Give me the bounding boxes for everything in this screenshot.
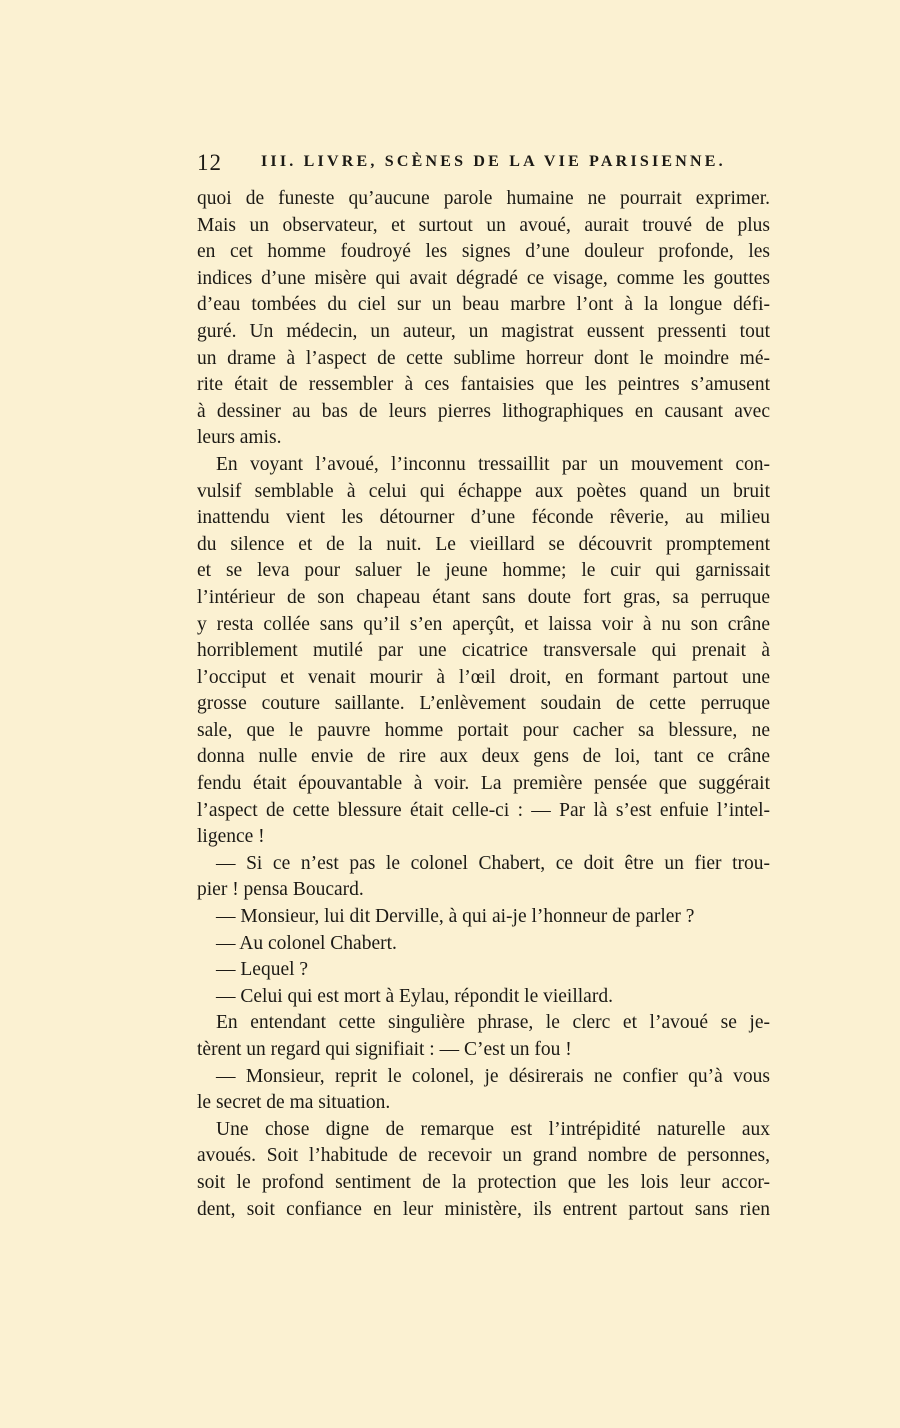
text-line: — Celui qui est mort à Eylau, répondit le vieillard. bbox=[216, 985, 613, 1007]
text-line: En voyant l’avoué, l’inconnu tressaillit par un mouvement con- bbox=[216, 453, 770, 475]
text-line: En entendant cette singulière phrase, le clerc et l’avoué se je- bbox=[216, 1012, 770, 1034]
text-line: avoués. Soit l’habitude de recevoir un grand nombre de personnes, bbox=[197, 1145, 770, 1167]
text-line: soit le profond sentiment de la protection que les lois leur accor- bbox=[197, 1171, 770, 1193]
text-line: indices d’une misère qui avait dégradé ce visage, comme les gouttes bbox=[197, 267, 770, 289]
text-line: en cet homme foudroyé les signes d’une douleur profonde, les bbox=[197, 241, 770, 263]
page-number: 12 bbox=[197, 150, 222, 175]
text-line: Une chose digne de remarque est l’intrépidité naturelle aux bbox=[216, 1118, 770, 1140]
text-line: fendu était épouvantable à voir. La première pensée que suggérait bbox=[197, 773, 770, 795]
text-line: et se leva pour saluer le jeune homme; le cuir qui garnissait bbox=[197, 560, 770, 582]
text-line: Mais un observateur, et surtout un avoué, aurait trouvé de plus bbox=[197, 214, 770, 236]
text-line: sale, que le pauvre homme portait pour cacher sa blessure, ne bbox=[197, 719, 770, 741]
text-line: vulsif semblable à celui qui échappe aux poètes quand un bruit bbox=[197, 480, 770, 502]
text-line: quoi de funeste qu’aucune parole humaine ne pourrait exprimer. bbox=[197, 188, 770, 209]
text-line: leurs amis. bbox=[197, 427, 282, 449]
text-line: — Au colonel Chabert. bbox=[216, 932, 397, 954]
running-head bbox=[197, 150, 770, 182]
body-text bbox=[197, 186, 770, 1223]
text-line: ligence ! bbox=[197, 826, 265, 848]
text-line: à dessiner au bas de leurs pierres lithographiques en causant avec bbox=[197, 400, 770, 422]
text-line: — Monsieur, reprit le colonel, je désirerais ne confier qu’à vous bbox=[216, 1065, 770, 1087]
text-line: l’occiput et venait mourir à l’œil droit, en formant partout une bbox=[197, 666, 770, 688]
text-line: — Monsieur, lui dit Derville, à qui ai-je l’honneur de parler ? bbox=[216, 906, 695, 928]
text-line: y resta collée sans qu’il s’en aperçût, et laissa voir à nu son crâne bbox=[197, 613, 770, 635]
text-line: — Lequel ? bbox=[216, 959, 309, 981]
running-title: III. LIVRE, SCÈNES DE LA VIE PARISIENNE. bbox=[261, 153, 726, 170]
text-line: dent, soit confiance en leur ministère, ils entrent partout sans rien bbox=[197, 1198, 770, 1220]
text-line: rite était de ressembler à ces fantaisies que les peintres s’amusent bbox=[197, 374, 770, 396]
text-line: du silence et de la nuit. Le vieillard se découvrit promptement bbox=[197, 533, 770, 555]
text-line: le secret de ma situation. bbox=[197, 1092, 391, 1114]
text-line: donna nulle envie de rire aux deux gens de loi, tant ce crâne bbox=[197, 746, 770, 768]
text-line: l’aspect de cette blessure était celle-ci : — Par là s’est enfuie l’intel- bbox=[197, 799, 770, 821]
text-line: inattendu vient les détourner d’une féconde rêverie, au milieu bbox=[197, 507, 770, 529]
text-line: pier ! pensa Boucard. bbox=[197, 879, 364, 901]
text-line: tèrent un regard qui signifiait : — C’est un fou ! bbox=[197, 1039, 572, 1060]
text-line: guré. Un médecin, un auteur, un magistrat eussent pressenti tout bbox=[197, 320, 770, 342]
text-line: l’intérieur de son chapeau étant sans doute fort gras, sa perruque bbox=[197, 586, 770, 608]
text-line: grosse couture saillante. L’enlèvement soudain de cette perruque bbox=[197, 693, 770, 715]
text-line: — Si ce n’est pas le colonel Chabert, ce doit être un fier trou- bbox=[216, 852, 770, 874]
text-line: un drame à l’aspect de cette sublime horreur dont le moindre mé- bbox=[197, 347, 770, 369]
text-line: horriblement mutilé par une cicatrice transversale qui prenait à bbox=[197, 640, 770, 662]
text-line: d’eau tombées du ciel sur un beau marbre l’ont à la longue défi- bbox=[197, 294, 770, 316]
